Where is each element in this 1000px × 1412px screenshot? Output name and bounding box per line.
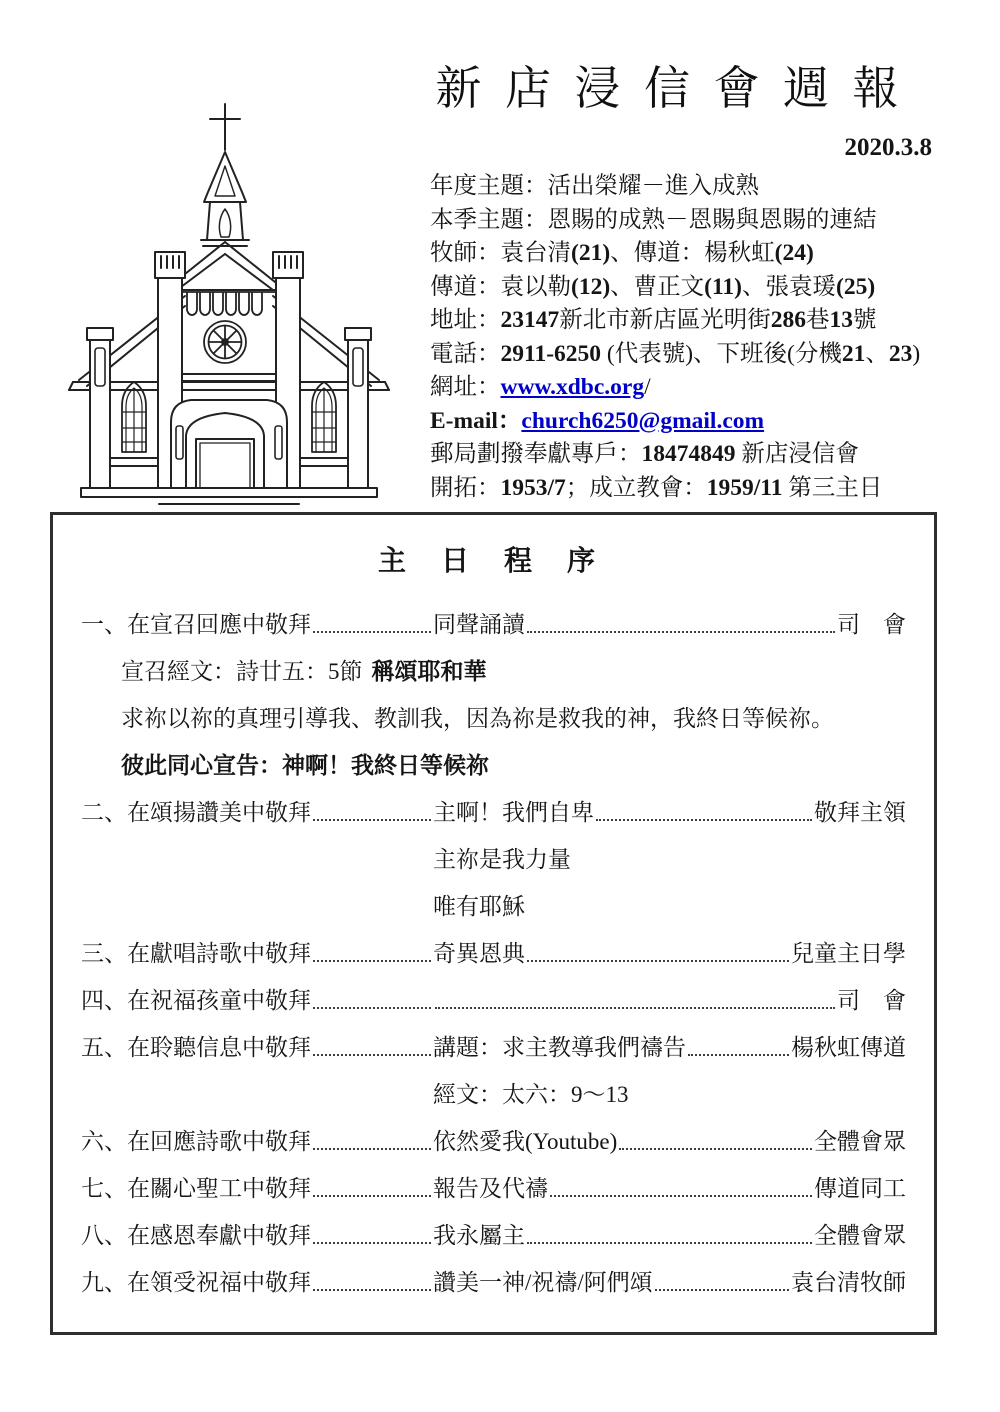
program-row-7: [81, 1163, 906, 1210]
roof: [69, 296, 389, 390]
row-left-cell: [81, 928, 433, 975]
cross-icon: [210, 104, 240, 150]
song-title: 唯有耶穌: [433, 894, 525, 919]
phone-ext-number: (24): [774, 240, 814, 266]
row-left-cell: [81, 1257, 433, 1304]
street-number: 286: [770, 307, 806, 333]
dot-leader: [527, 1242, 812, 1244]
row-left-cell: [81, 1022, 433, 1069]
program-item-label: 一、在宣召回應中敬拜: [81, 612, 311, 637]
info-line-founding: [430, 472, 975, 506]
phone-number: 2911-6250: [500, 340, 602, 367]
program-item-content: 讚美一神/祝禱/阿們頌: [433, 1270, 653, 1295]
row-left-cell: [81, 1116, 433, 1163]
row-left-cell: [81, 975, 433, 1022]
program-item-assignee: 敬拜主領: [814, 800, 906, 825]
program-subline-song-2: [81, 881, 906, 928]
info-line-quarter-theme: [430, 204, 975, 238]
program-subline-scripture-text: [81, 693, 906, 740]
program-heading: 主 日 程 序: [377, 546, 609, 577]
program-item-assignee: 袁台清牧師: [791, 1270, 906, 1295]
right-window: [312, 382, 336, 452]
scripture-ref: 宣召經文：詩廿五：5節: [121, 659, 363, 684]
dot-leader: [313, 1007, 431, 1009]
program-item-label: 六、在回應詩歌中敬拜: [81, 1129, 311, 1154]
frieze: [183, 292, 275, 315]
dot-leader: [313, 1054, 431, 1056]
email-link[interactable]: church6250@gmail.com: [521, 407, 765, 434]
info-text: /: [644, 374, 651, 400]
website-link[interactable]: www.xdbc.org: [500, 374, 645, 400]
info-text: 電話：: [430, 340, 501, 367]
program-item-assignee: 全體會眾: [814, 1129, 906, 1154]
info-text: 、傳道：楊秋虹: [610, 240, 775, 266]
program-row-5: [81, 1022, 906, 1069]
program-subline-song-1: [81, 834, 906, 881]
dot-leader: [655, 1289, 789, 1291]
program-row-6: [81, 1116, 906, 1163]
entrance: [171, 400, 287, 488]
info-text: 網址：: [430, 374, 501, 400]
info-text: 、: [865, 340, 889, 367]
phone-ext-number: (25): [836, 273, 876, 300]
info-text: 本季主題：恩賜的成熟－恩賜與恩賜的連結: [430, 206, 877, 233]
street-number: 13: [829, 307, 853, 333]
establish-date: 1959/11: [706, 474, 783, 501]
dot-leader: [313, 1148, 431, 1150]
program-row-4: [81, 975, 906, 1022]
program-item-assignee: 司 會: [837, 612, 906, 637]
left-pillar: [87, 328, 113, 488]
phone-ext-number: 21: [841, 340, 866, 367]
phone-ext-number: (12): [571, 273, 611, 300]
base-steps: [81, 488, 377, 504]
right-pillar: [345, 328, 371, 488]
program-item-assignee: 傳道同工: [814, 1176, 906, 1201]
program-item-assignee: 全體會眾: [814, 1223, 906, 1248]
info-text: 開拓：: [430, 474, 501, 501]
info-text: 年度主題：活出榮耀－進入成熟: [430, 173, 759, 199]
song-title: 主祢是我力量: [433, 847, 571, 872]
info-text: 傳道：袁以勒: [430, 273, 571, 300]
info-text: ): [912, 340, 921, 367]
dot-leader: [435, 1007, 835, 1009]
program-item-label: 三、在獻唱詩歌中敬拜: [81, 941, 311, 966]
program-item-label: 四、在祝福孩童中敬拜: [81, 988, 311, 1013]
page-title: 新 店 浸 信 會 週 報: [435, 63, 905, 114]
info-text: ；成立教會：: [565, 474, 707, 501]
program-row-9: [81, 1257, 906, 1304]
info-text: 新店浸信會: [735, 441, 859, 467]
program-item-assignee: 兒童主日學: [791, 941, 906, 966]
info-text: 地址：: [430, 307, 501, 333]
scripture-text: 求祢以祢的真理引導我、教訓我，因為祢是救我的神，我終日等候祢。: [121, 706, 834, 731]
program-subline-call-scripture: [81, 646, 906, 693]
info-line-email: [430, 405, 975, 439]
scripture-title: 稱頌耶和華: [371, 659, 487, 684]
program-item-content: 我永屬主: [433, 1223, 525, 1248]
program-item-label: 二、在頌揚讚美中敬拜: [81, 800, 311, 825]
dot-leader: [550, 1195, 812, 1197]
dot-leader: [313, 819, 431, 821]
phone-ext-number: 23: [888, 340, 913, 367]
program-item-content: 主啊！我們自卑: [433, 800, 594, 825]
info-line-website: [430, 371, 975, 405]
program-item-label: 九、在領受祝福中敬拜: [81, 1270, 311, 1295]
program-row-2: [81, 787, 906, 834]
program-item-assignee: 楊秋虹傳道: [791, 1035, 906, 1060]
dot-leader: [527, 631, 835, 633]
info-line-phone: [430, 338, 975, 372]
program-row-3: [81, 928, 906, 975]
row-left-cell: [81, 1210, 433, 1257]
program-item-label: 八、在感恩奉獻中敬拜: [81, 1223, 311, 1248]
church-illustration: [58, 90, 400, 514]
rose-window: [204, 321, 246, 363]
info-line-ministers: [430, 271, 975, 305]
scripture-ref: 經文：太六：9～13: [433, 1082, 629, 1107]
info-text: 號: [853, 307, 877, 333]
row-left-cell: [81, 1163, 433, 1210]
dot-leader: [688, 1054, 789, 1056]
phone-ext-number: (11): [704, 273, 743, 300]
info-text: 新北市新店區光明街: [559, 307, 771, 333]
founding-date: 1953/7: [500, 474, 566, 501]
program-item-assignee: 司 會: [837, 988, 906, 1013]
info-text: (代表號)、下班後(分機: [601, 340, 842, 367]
info-line-postal-account: [430, 438, 975, 472]
dot-leader: [313, 1242, 431, 1244]
info-line-address: [430, 304, 975, 338]
dot-leader: [596, 819, 812, 821]
info-text: 牧師：袁台清: [430, 240, 571, 266]
program-box: [50, 512, 937, 1335]
info-line-pastor: [430, 237, 975, 271]
dot-leader: [313, 1289, 431, 1291]
program-row-8: [81, 1210, 906, 1257]
church-info-block: [430, 170, 975, 505]
info-text: 巷: [806, 307, 830, 333]
dot-leader: [619, 1148, 812, 1150]
info-text: 、曹正文: [610, 273, 705, 300]
info-text: 郵局劃撥奉獻專戶：: [430, 441, 642, 467]
issue-date: 2020.3.8: [844, 134, 932, 161]
program-item-label: 七、在關心聖工中敬拜: [81, 1176, 311, 1201]
program-item-content: 同聲誦讀: [433, 612, 525, 637]
program-subline-declaration: [81, 740, 906, 787]
row-left-cell: [81, 599, 433, 646]
account-number: 18474849: [641, 441, 736, 467]
postal-code: 23147: [500, 307, 560, 333]
steeple: [201, 152, 249, 246]
info-text: 、張袁瑗: [742, 273, 837, 300]
program-item-label: 五、在聆聽信息中敬拜: [81, 1035, 311, 1060]
dot-leader: [313, 1195, 431, 1197]
program-item-content: 報告及代禱: [433, 1176, 548, 1201]
program-subline-sermon-scripture: [81, 1069, 906, 1116]
program-item-content: 奇異恩典: [433, 941, 525, 966]
declaration-text: 彼此同心宣告：神啊！我終日等候祢: [121, 753, 489, 778]
info-text: 第三主日: [782, 474, 883, 501]
info-line-annual-theme: [430, 170, 975, 204]
program-item-content: 依然愛我(Youtube): [433, 1129, 618, 1154]
dot-leader: [313, 960, 431, 962]
row-left-cell: [81, 787, 433, 834]
phone-ext-number: (21): [571, 240, 611, 266]
dot-leader: [313, 631, 431, 633]
dot-leader: [527, 960, 789, 962]
email-label: E-mail：: [430, 407, 522, 434]
program-item-content: 講題：求主教導我們禱告: [433, 1035, 686, 1060]
left-window: [122, 382, 146, 452]
program-row-1: [81, 599, 906, 646]
